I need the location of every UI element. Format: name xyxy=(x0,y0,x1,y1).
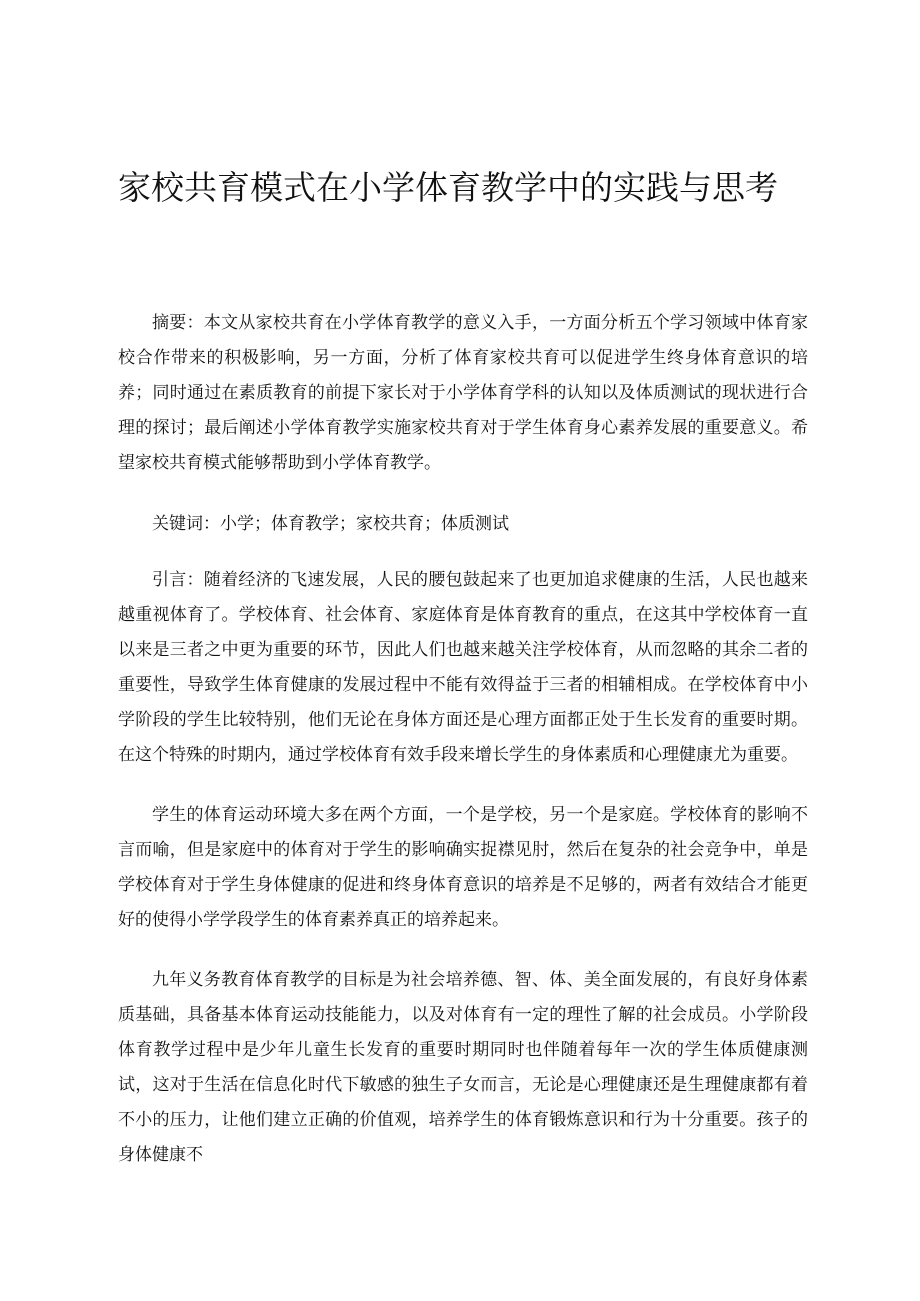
body-paragraph-2: 学生的体育运动环境大多在两个方面，一个是学校，另一个是家庭。学校体育的影响不言而喻，但是家庭中的体育对于学生的影响确实捉襟见肘，然后在复杂的社会竞争中，单是学校体育对于学生身体健康的促进和终身体育意识的培养是不足够的，两者有效结合才能更好的使得小学学段学生的体育素养真正的培养起来。 xyxy=(118,805,808,930)
body-paragraph-3: 九年义务教育体育教学的目标是为社会培养德、智、体、美全面发展的，有良好身体素质基础，具备基本体育运动技能能力，以及对体育有一定的理性了解的社会成员。小学阶段体育教学过程中是少年儿童生长发育的重要时期同时也伴随着每年一次的学生体质健康测试，这对于生活在信息化时代下敏感的独生子女而言，无论是心理健康还是生理健康都有着不小的压力，让他们建立正确的价值观，培养学生的体育锻炼意识和行为十分重要。孩子的身体健康不 xyxy=(118,970,808,1165)
keywords-paragraph: 关键词：小学；体育教学；家校共育；体质测试 xyxy=(152,514,509,534)
document-title: 家校共育模式在小学体育教学中的实践与思考 xyxy=(118,168,778,207)
abstract-paragraph: 摘要：本文从家校共育在小学体育教学的意义入手，一方面分析五个学习领域中体育家校合作带来的积极影响，另一方面，分析了体育家校共育可以促进学生终身体育意识的培养；同时通过在素质教育的前提下家长对于小学体育学科的认知以及体质测试的现状进行合理的探讨；最后阐述小学体育教学实施家校共育对于学生体育身心素养发展的重要意义。希望家校共育模式能够帮助到小学体育教学。 xyxy=(118,313,808,473)
intro-paragraph: 引言：随着经济的飞速发展，人民的腰包鼓起来了也更加追求健康的生活，人民也越来越重视体育了。学校体育、社会体育、家庭体育是体育教育的重点，在这其中学校体育一直以来是三者之中更为重要的环节，因此人们也越来越关注学校体育，从而忽略的其余二者的重要性，导致学生体育健康的发展过程中不能有效得益于三者的相辅相成。在学校体育中小学阶段的学生比较特别，他们无论在身体方面还是心理方面都正处于生长发育的重要时期。在这个特殊的时期内，通过学校体育有效手段来增长学生的身体素质和心理健康尤为重要。 xyxy=(118,570,808,765)
